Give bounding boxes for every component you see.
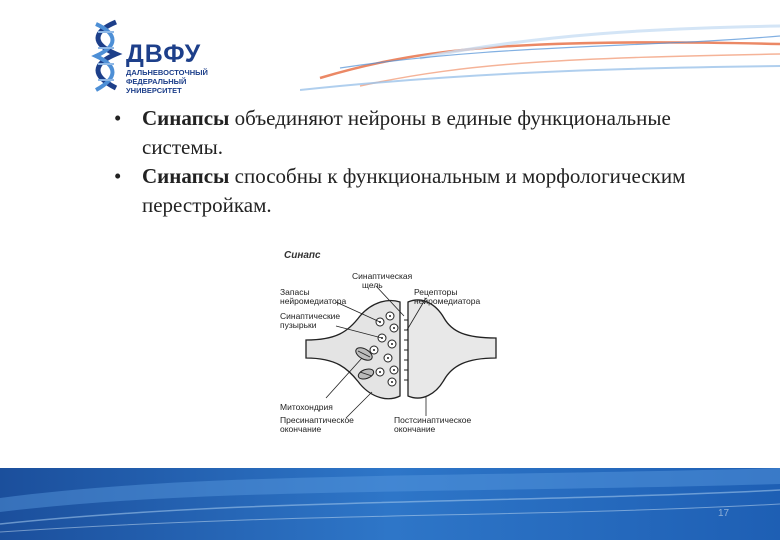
logo-title: ДВФУ <box>126 40 202 68</box>
label-line: Рецепторы <box>414 287 458 297</box>
label-postsynaptic <box>394 416 471 434</box>
label-line: окончание <box>280 424 322 434</box>
label-receptors <box>414 288 480 306</box>
bullet-list <box>114 104 714 220</box>
label-presynaptic <box>280 416 354 434</box>
logo-subtitle-line: ДАЛЬНЕВОСТОЧНЫЙ <box>126 68 208 77</box>
dna-helix-icon <box>86 18 126 96</box>
bullet-bold-term: Синапсы <box>142 106 230 130</box>
label-synaptic-cleft <box>352 272 412 290</box>
label-neurotransmitter-stores <box>280 288 346 306</box>
bullet-dot: • <box>114 106 122 130</box>
label-line: щель <box>362 280 383 290</box>
logo-subtitle-line: ФЕДЕРАЛЬНЫЙ <box>126 77 187 86</box>
bullet-dot: • <box>114 164 122 188</box>
label-line: окончание <box>394 424 436 434</box>
label-mitochondria: Митохондрия <box>280 402 333 412</box>
label-line: нейромедиатора <box>280 296 347 306</box>
bullet-text: объединяют нейроны в единые функциональные системы. <box>142 106 671 159</box>
bullet-bold-term: Синапсы <box>142 164 230 188</box>
label-line: Пресинаптическое <box>280 415 354 425</box>
logo-subtitle-line: УНИВЕРСИТЕТ <box>126 86 182 95</box>
decorative-footer-band <box>0 468 780 540</box>
label-line: Синаптические <box>280 311 341 321</box>
page-number: 17 <box>718 508 730 519</box>
decorative-header-waves <box>300 18 780 93</box>
bullet-item <box>114 162 714 220</box>
label-line: нейромедиатора <box>414 296 481 306</box>
label-line: Синаптическая <box>352 271 413 281</box>
label-line: Постсинаптическое <box>394 415 472 425</box>
label-line: пузырьки <box>280 320 317 330</box>
logo-subtitle <box>126 68 208 95</box>
bullet-item <box>114 104 714 162</box>
synapse-diagram <box>276 246 510 442</box>
university-logo <box>86 18 226 98</box>
label-synaptic-vesicles <box>280 312 340 330</box>
label-line: Запасы <box>280 287 310 297</box>
figure-title: Синапс <box>284 250 321 261</box>
bullet-text: способны к функциональным и морфологическим перестройкам. <box>142 164 686 217</box>
